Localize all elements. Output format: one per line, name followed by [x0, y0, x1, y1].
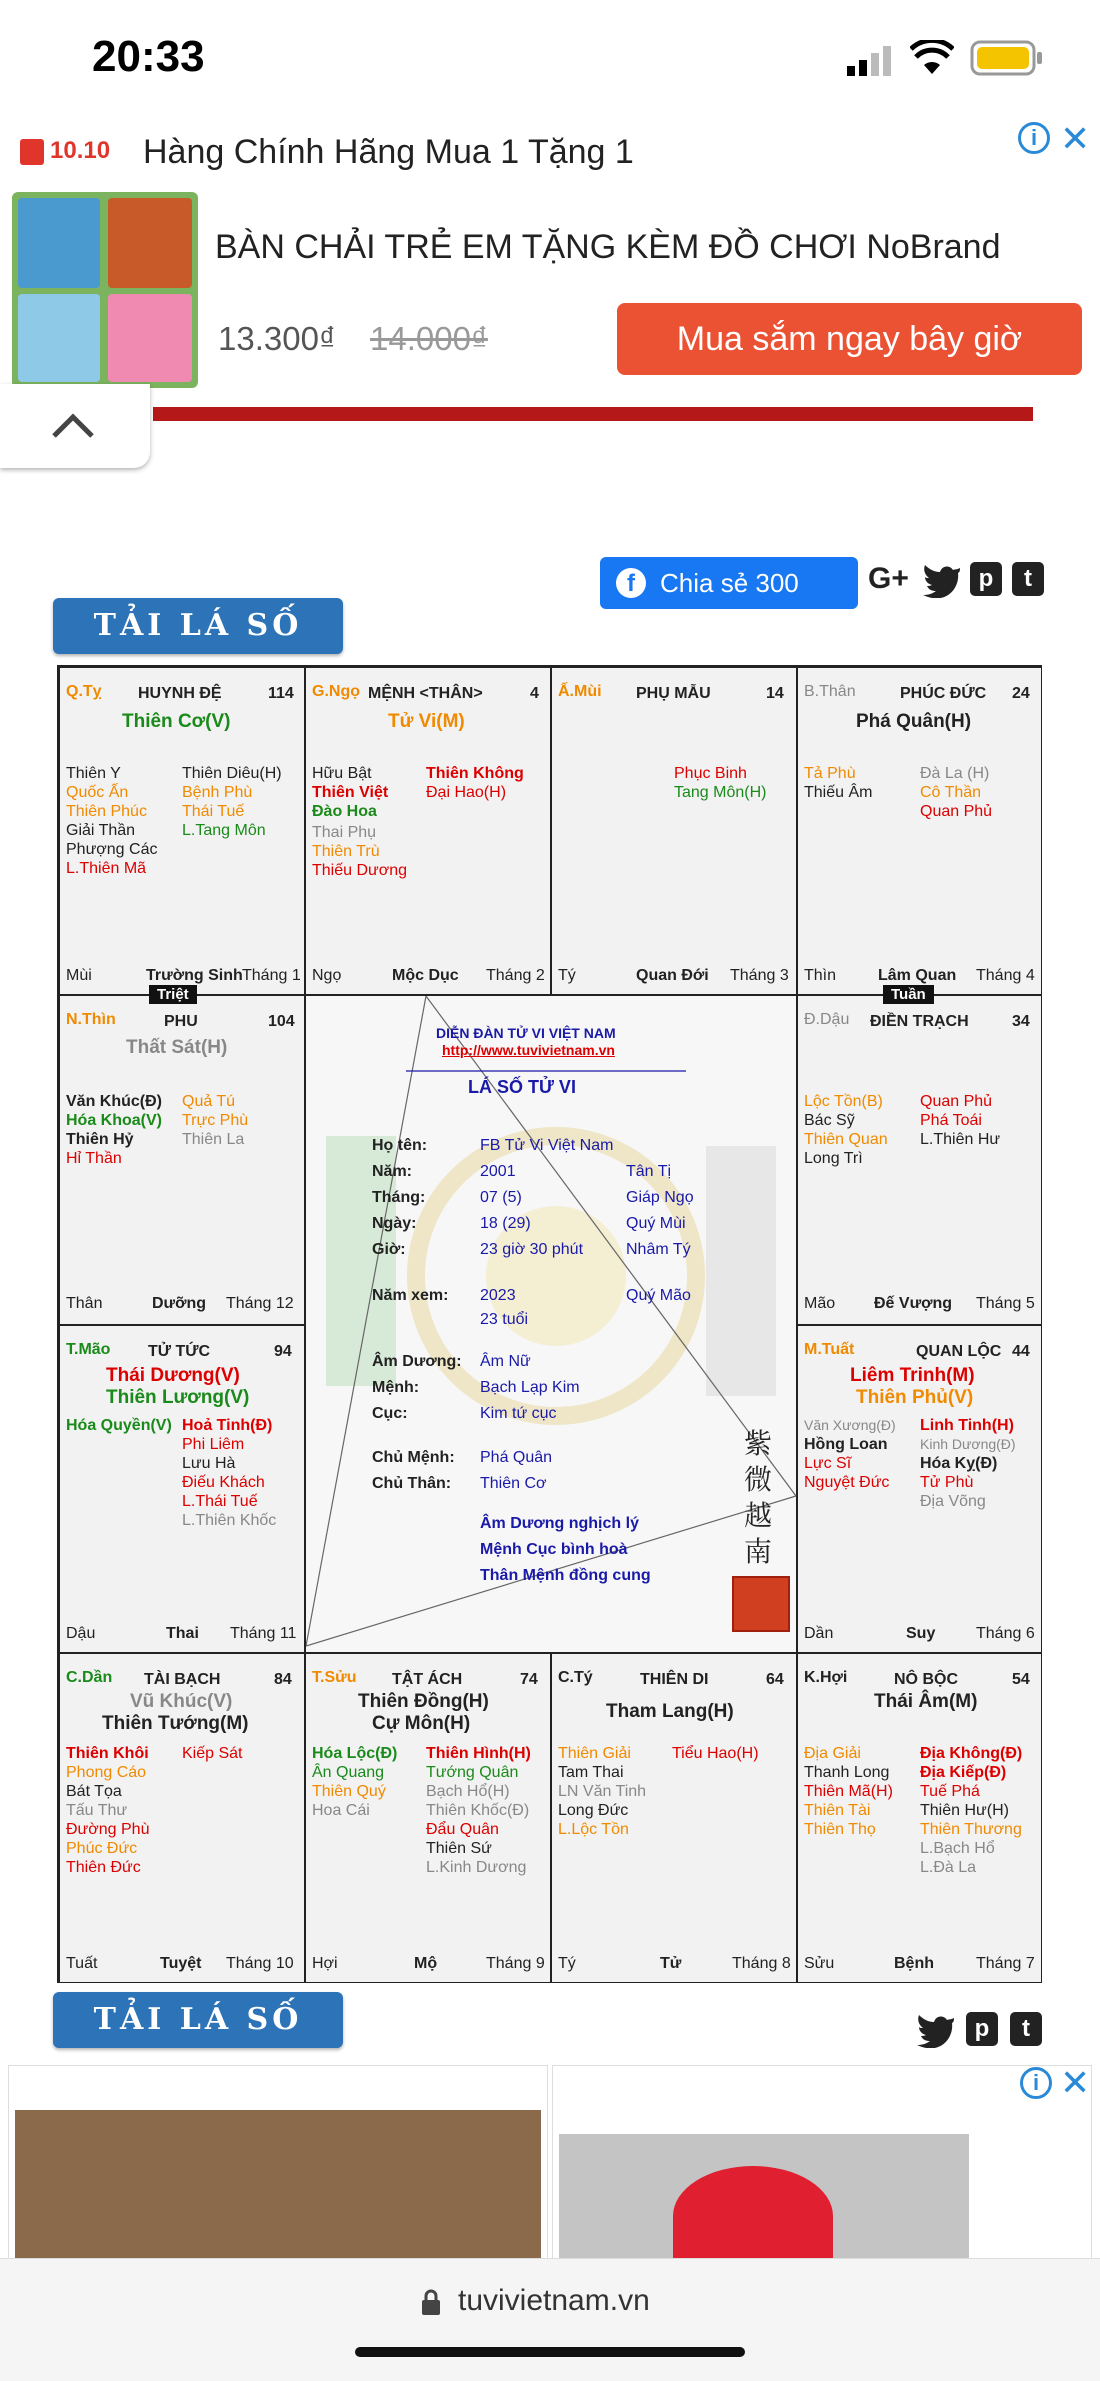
url-text[interactable]: tuvivietnam.vn [458, 2284, 650, 2317]
seal-calligraphy: 紫 微 越 南 [744, 1427, 773, 1568]
share-label: Chia sẻ 300 [660, 568, 799, 598]
horoscope-chart [57, 665, 1042, 1983]
tumblr-icon[interactable]: t [1012, 562, 1044, 596]
chevron-up-icon [50, 412, 96, 440]
palace-tat-ach: T.Sửu TẬT ÁCH 74 Thiên Đồng(H) Cự Môn(H) Hóa Lộc(Đ) Ân Quang Thiên Quý Hoa Cái Thiên Hình(H) Tướng Quân Bạch Hổ(H) Thiên Khốc(Đ) Đẩu Quân Thiên Sứ L.Kinh Dương Hợi Mộ Tháng 9 [305, 1653, 551, 1983]
facebook-share-button[interactable] [600, 557, 858, 609]
site-banner [153, 407, 1033, 421]
palace-phu-mau: Ấ.Mùi PHỤ MẪU 14 Phục Binh Tang Môn(H) Tý Quan Đới Tháng 3 [551, 667, 797, 995]
battery-icon [970, 40, 1044, 78]
forum-url[interactable]: http://www.tuvivietnam.vn [442, 1042, 615, 1058]
tuan-mark: Tuần [883, 985, 934, 1004]
status-bar [0, 0, 1100, 120]
bottom-ad-right[interactable] [552, 2065, 1092, 2265]
ad-product-image[interactable] [12, 192, 198, 388]
palace-tu-tuc: T.Mão TỬ TỨC 94 Thái Dương(V) Thiên Lương(V) Hóa Quyền(V) Hoả Tinh(Đ) Phi Liêm Lưu Hà Điếu Khách L.Thái Tuế L.Thiên Khốc Dậu Thai Tháng 11 [59, 1325, 305, 1653]
status-time: 20:33 [92, 32, 205, 81]
ad-title[interactable]: Hàng Chính Hãng Mua 1 Tặng 1 [143, 133, 634, 171]
ad-product-name[interactable]: BÀN CHẢI TRẺ EM TẶNG KÈM ĐỒ CHƠI NoBrand [215, 228, 1001, 266]
collapse-ad-button[interactable] [0, 384, 150, 468]
palace-phu: N.Thìn PHU 104 Thất Sát(H) Văn Khúc(Đ) Hóa Khoa(V) Thiên Hỷ Hỉ Thần Quả Tú Trực Phù Thiên La Thân Dưỡng Tháng 12 [59, 995, 305, 1325]
ad-old-price: 14.000₫ [370, 320, 488, 357]
palace-menh: G.Ngọ MỆNH <THÂN> 4 Tử Vi(M) Hữu Bật Thiên Việt Đào Hoa Thai Phụ Thiên Trù Thiếu Dương Thiên Không Đại Hao(H) Ngọ Mộc Dục Tháng 2 [305, 667, 551, 995]
signal-icon [845, 44, 895, 76]
ad-close-icon[interactable]: ✕ [1060, 118, 1091, 159]
palace-tai-bach: C.Dần TÀI BẠCH 84 Vũ Khúc(V) Thiên Tướng(M) Thiên Khôi Phong Cáo Bát Tọa Tấu Thư Đường Phù Phúc Đức Thiên Đức Kiếp Sát Tuất Tuyệt Tháng 10 [59, 1653, 305, 1983]
tumblr-icon[interactable]: t [1010, 2012, 1042, 2046]
chart-center-info: DIỄN ĐÀN TỬ VI VIỆT NAM http://www.tuvivietnam.vn LÁ SỐ TỬ VI Họ tên: FB Tử Vi Việt Nam Năm: 2001 Tân Tị Tháng: 07 (5) Giáp Ngọ Ngày: 18 (29) Quý Mùi Giờ: 23 giờ 30 phút Nhâm Tý Năm xem: 2023 Quý Mão 23 tuổi Âm Dương: Âm Nữ Mệnh: Bạch Lạp Kim Cục: Kim tứ cục Chủ Mệnh: Phá Quân Chủ Thân: Thiên Cơ Âm Dương nghịch lý Mệnh Cục bình hoà Thân Mệnh đồng cung 紫 微 越 南 [305, 995, 797, 1653]
chart-title: LÁ SỐ TỬ VI [468, 1077, 576, 1097]
browser-address-bar[interactable] [0, 2258, 1100, 2381]
palace-phuc-duc: B.Thân PHÚC ĐỨC 24 Phá Quân(H) Tả Phù Thiếu Âm Đà La (H) Cô Thần Quan Phủ Thìn Lâm Quan Tháng 4 [797, 667, 1042, 995]
pinterest-icon[interactable]: p [970, 562, 1002, 596]
facebook-icon: f [616, 568, 646, 598]
palace-dien-trach: Đ.Dậu ĐIỀN TRẠCH 34 Lộc Tồn(B) Bác Sỹ Thiên Quan Long Trì Quan Phủ Phá Toái L.Thiên Hư Mão Đế Vượng Tháng 5 [797, 995, 1042, 1325]
wifi-icon [910, 40, 954, 76]
triet-mark: Triệt [149, 985, 197, 1004]
ad-info-icon[interactable]: i [1018, 122, 1050, 154]
pinterest-icon[interactable]: p [966, 2012, 998, 2046]
twitter-icon[interactable] [916, 2012, 956, 2048]
bottom-ad-left[interactable] [8, 2065, 548, 2265]
palace-no-boc: K.Hợi NÔ BỘC 54 Thái Âm(M) Địa Giải Thanh Long Thiên Mã(H) Thiên Tài Thiên Thọ Địa Không(Đ) Địa Kiếp(Đ) Tuế Phá Thiên Hư(H) Thiên Thương L.Bạch Hổ L.Đà La Sửu Bệnh Tháng 7 [797, 1653, 1042, 1983]
red-seal-stamp [732, 1576, 790, 1632]
download-chart-button-top[interactable]: TẢI LÁ SỐ [53, 598, 343, 654]
bottom-ad-close-icon[interactable]: ✕ [1060, 2062, 1091, 2103]
google-plus-icon[interactable]: G+ [868, 562, 909, 595]
bottom-ad-info-icon[interactable]: i [1020, 2067, 1052, 2099]
lock-icon [420, 2289, 442, 2317]
twitter-icon[interactable] [922, 562, 962, 598]
shopee-bag-icon [20, 139, 44, 165]
ad-cta-button[interactable]: Mua sắm ngay bây giờ [617, 303, 1082, 375]
palace-quan-loc: M.Tuất QUAN LỘC 44 Liêm Trinh(M) Thiên Phủ(V) Văn Xương(Đ) Hồng Loan Lực Sĩ Nguyệt Đức Linh Tinh(H) Kinh Dương(Đ) Hóa Kỵ(Đ) Tử Phù Địa Võng Dần Suy Tháng 6 [797, 1325, 1042, 1653]
palace-huynh-de: Q.Tỵ HUYNH ĐỆ 114 Thiên Cơ(V) Thiên Y Quốc Ấn Thiên Phúc Giải Thần Phượng Các L.Thiên Mã Thiên Diêu(H) Bệnh Phù Thái Tuế L.Tang Môn Mùi Trường Sinh Tháng 1 [59, 667, 305, 995]
ad-price: 13.300₫ [218, 320, 336, 357]
forum-name: DIỄN ĐÀN TỬ VI VIỆT NAM [436, 1025, 616, 1041]
download-chart-button-bottom[interactable]: TẢI LÁ SỐ [53, 1992, 343, 2048]
palace-thien-di: C.Tý THIÊN DI 64 Tham Lang(H) Thiên Giải Tam Thai LN Văn Tinh Long Đức L.Lộc Tồn Tiểu Hao(H) Tý Tử Tháng 8 [551, 1653, 797, 1983]
home-indicator[interactable] [355, 2347, 745, 2357]
ad-logo: 10.10 [50, 137, 111, 164]
